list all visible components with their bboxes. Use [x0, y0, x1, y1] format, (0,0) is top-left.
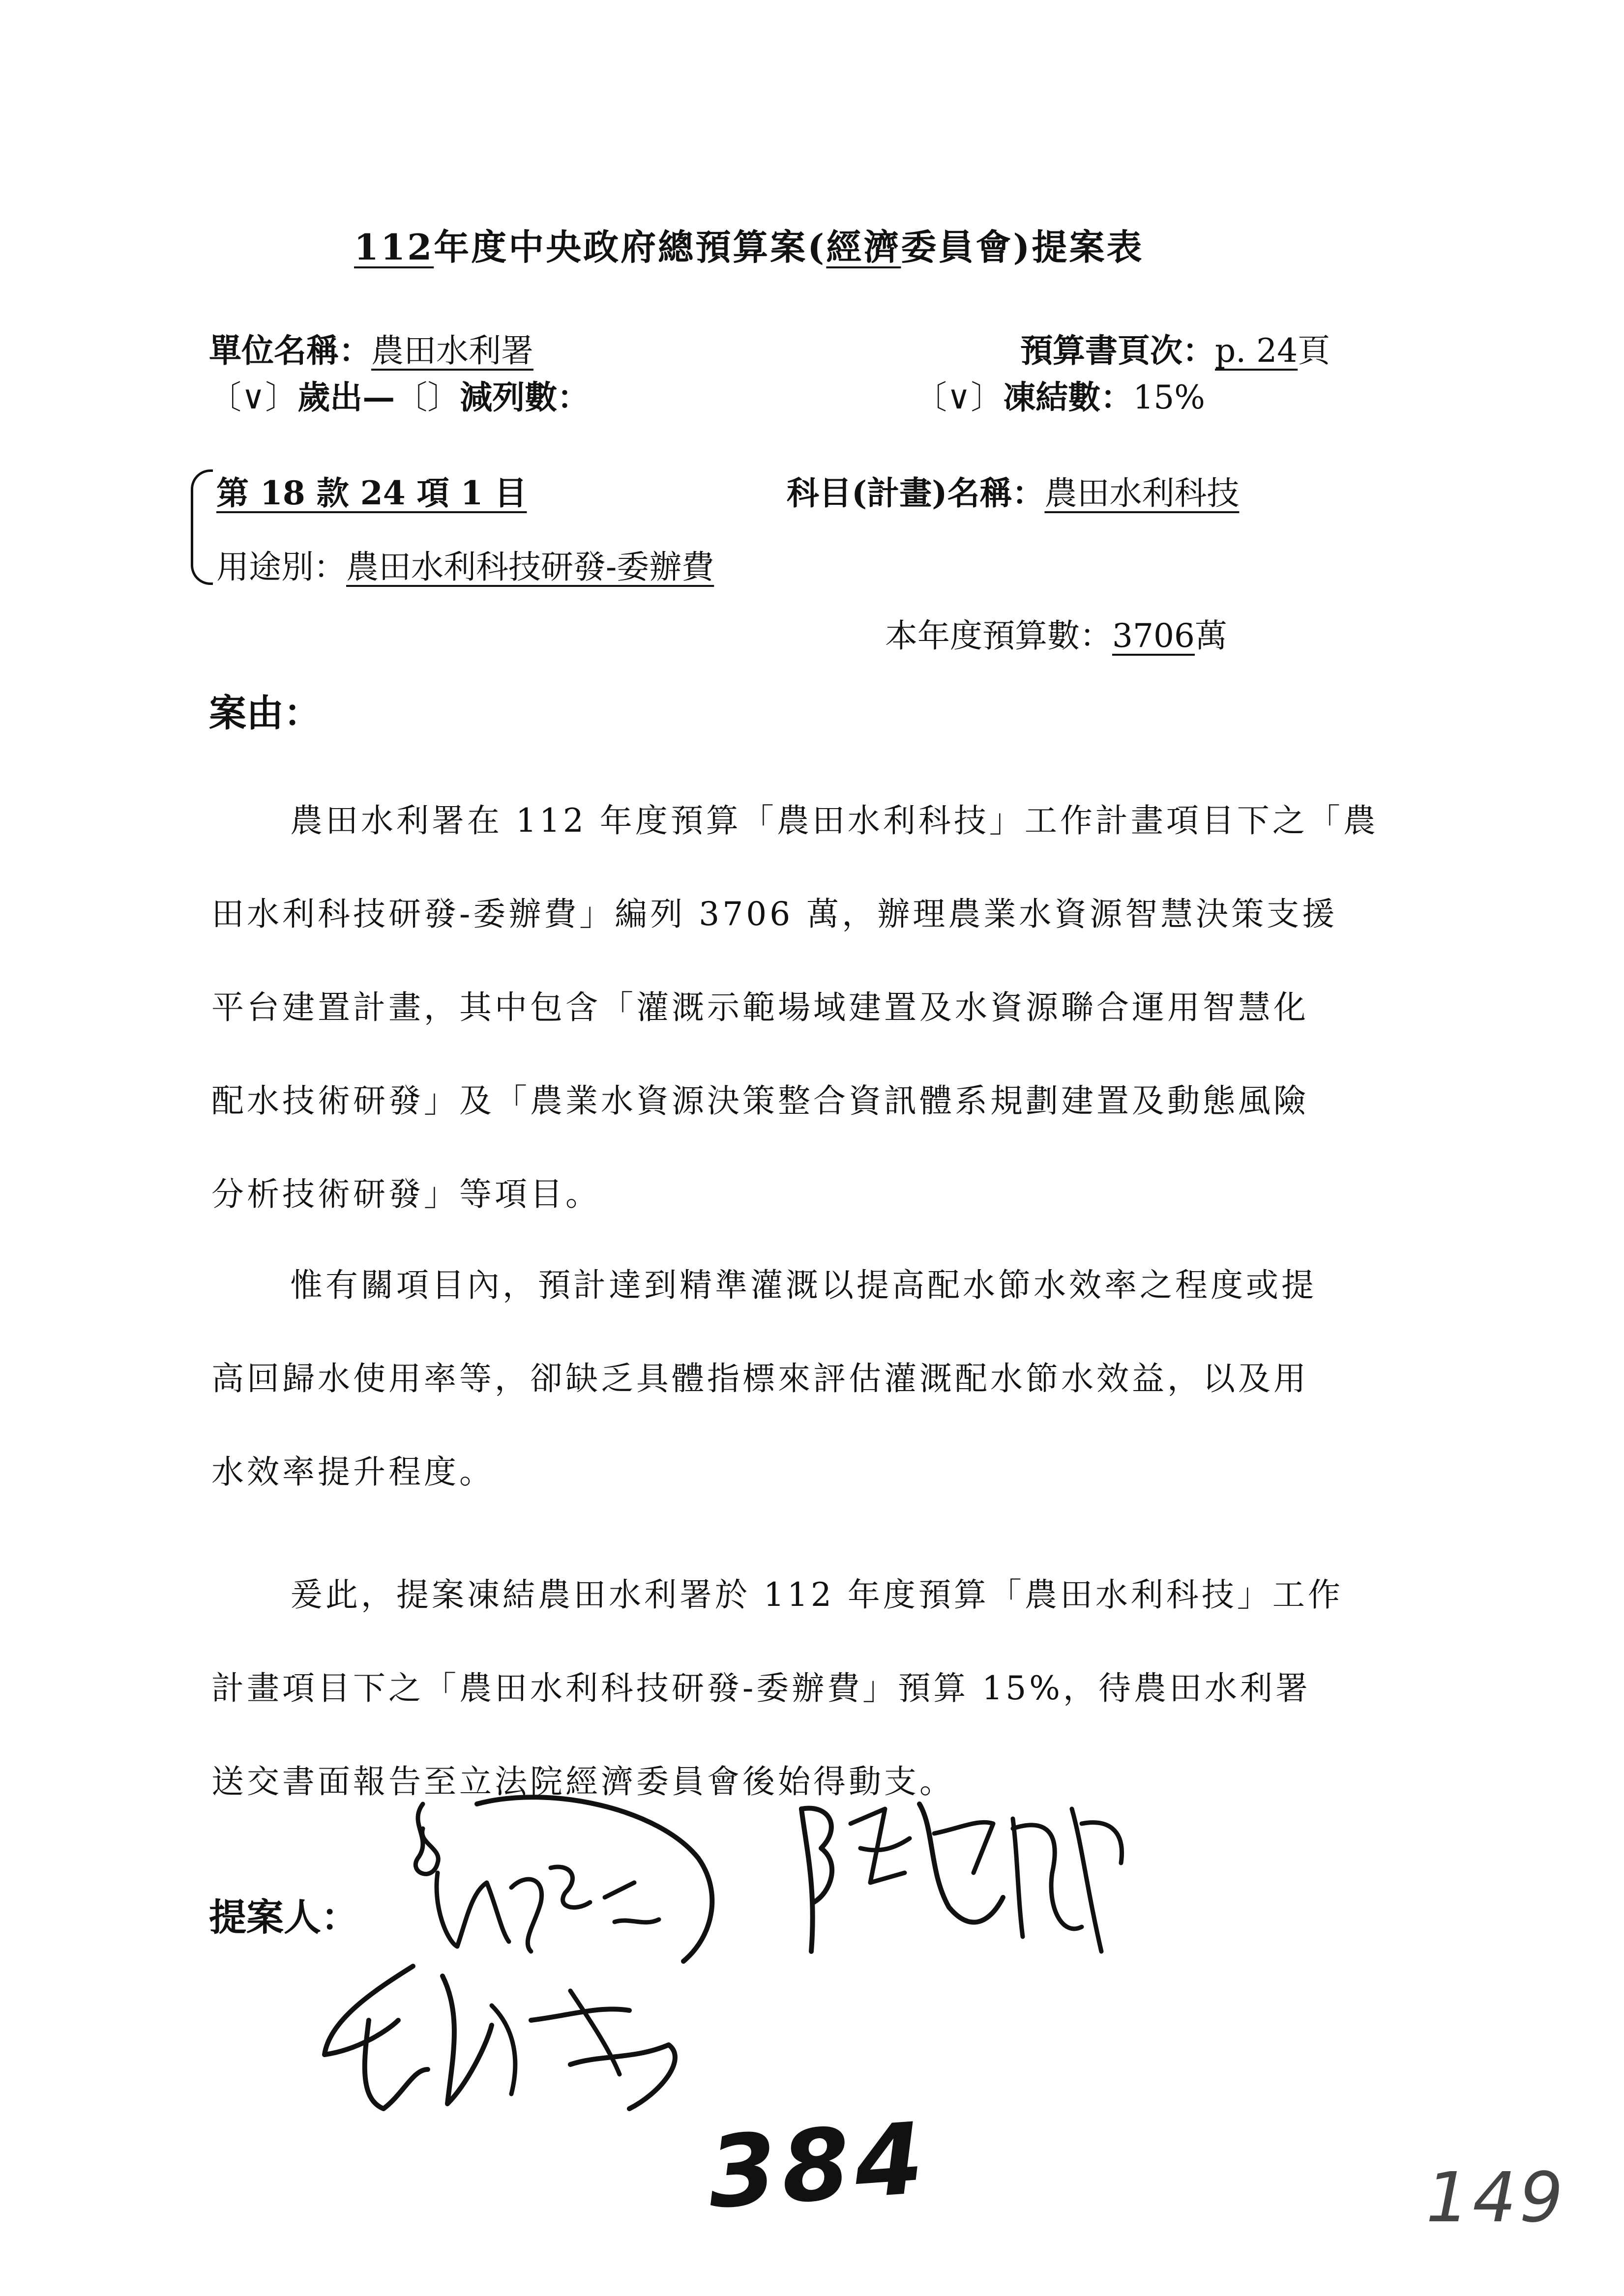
title-text-b: 委員會)提案表	[901, 226, 1144, 268]
subject-label: 科目(計畫)名稱：	[787, 474, 1045, 512]
paragraph-line: 送交書面報告至立法院經濟委員會後始得動支。	[211, 1763, 955, 1801]
reason-heading: 案由：	[209, 691, 321, 735]
handwritten-corner-number: 149	[1426, 2158, 1566, 2238]
signature-1	[403, 1794, 738, 1971]
signature-2	[787, 1789, 1141, 1976]
page-ref-line	[1020, 324, 1330, 371]
paragraph-2	[211, 1239, 1317, 1519]
paragraph-line: 分析技術研發」等項目。	[211, 1175, 601, 1213]
unit-value: 農田水利署	[371, 332, 533, 370]
budget-value: 3706	[1112, 617, 1195, 655]
handwritten-page-number: 384	[704, 2101, 932, 2231]
paragraph-3	[211, 1548, 1343, 1829]
reduce-label: 減列數：	[460, 378, 590, 416]
item-section-text: 第 18 款 24 項 1 目	[216, 474, 527, 512]
unit-line	[209, 324, 533, 371]
freeze-label: 凍結數：	[1003, 378, 1133, 416]
paragraph-line: 高回歸水使用率等，卻缺乏具體指標來評估灌溉配水節水效益，以及用	[211, 1360, 1309, 1397]
item-bracket	[191, 469, 213, 585]
page-ref-value: p. 24	[1215, 332, 1298, 370]
reduce-check: 〔〕	[395, 378, 460, 416]
signature-3	[315, 1947, 718, 2133]
subject-value: 農田水利科技	[1044, 474, 1240, 512]
page-ref-label: 預算書頁次：	[1020, 331, 1215, 370]
freeze-line	[915, 371, 1205, 418]
paragraph-1	[211, 774, 1379, 1241]
expend-check: 〔∨〕	[209, 378, 298, 416]
paragraph-line: 計畫項目下之「農田水利科技研發-委辦費」預算 15%，待農田水利署	[211, 1669, 1311, 1707]
freeze-check: 〔∨〕	[915, 378, 1004, 416]
subject-line	[787, 467, 1239, 514]
budget-unit: 萬	[1194, 617, 1227, 655]
purpose-value: 農田水利科技研發-委辦費	[346, 548, 714, 586]
paragraph-line: 田水利科技研發-委辦費」編列 3706 萬，辦理農業水資源智慧決策支援	[211, 895, 1338, 933]
budget-label: 本年度預算數：	[885, 617, 1112, 655]
expend-line	[209, 371, 590, 418]
unit-label: 單位名稱：	[209, 331, 371, 370]
paragraph-line: 惟有關項目內，預計達到精準灌溉以提高配水節水效率之程度或提	[290, 1266, 1317, 1304]
page-ref-suffix: 頁	[1298, 332, 1330, 370]
purpose-line	[216, 541, 714, 587]
title-year: 112	[354, 226, 434, 268]
paragraph-line: 水效率提升程度。	[211, 1453, 495, 1491]
paragraph-line: 爰此，提案凍結農田水利署於 112 年度預算「農田水利科技」工作	[290, 1576, 1343, 1614]
paragraph-line: 平台建置計畫，其中包含「灌溉示範場域建置及水資源聯合運用智慧化	[211, 988, 1309, 1026]
title-committee: 經濟	[826, 226, 901, 268]
paragraph-line: 配水技術研發」及「農業水資源決策整合資訊體系規劃建置及動態風險	[211, 1082, 1309, 1120]
expend-label: 歲出—	[297, 378, 395, 416]
freeze-value: 15%	[1133, 378, 1206, 416]
paragraph-line: 農田水利署在 112 年度預算「農田水利科技」工作計畫項目下之「農	[290, 802, 1379, 840]
proposer-label: 提案人：	[209, 1895, 358, 1939]
item-section	[216, 467, 527, 514]
purpose-label: 用途別：	[216, 548, 346, 586]
title-text-a: 年度中央政府總預算案(	[434, 226, 827, 268]
budget-line	[885, 610, 1227, 656]
page-title	[354, 219, 1144, 270]
